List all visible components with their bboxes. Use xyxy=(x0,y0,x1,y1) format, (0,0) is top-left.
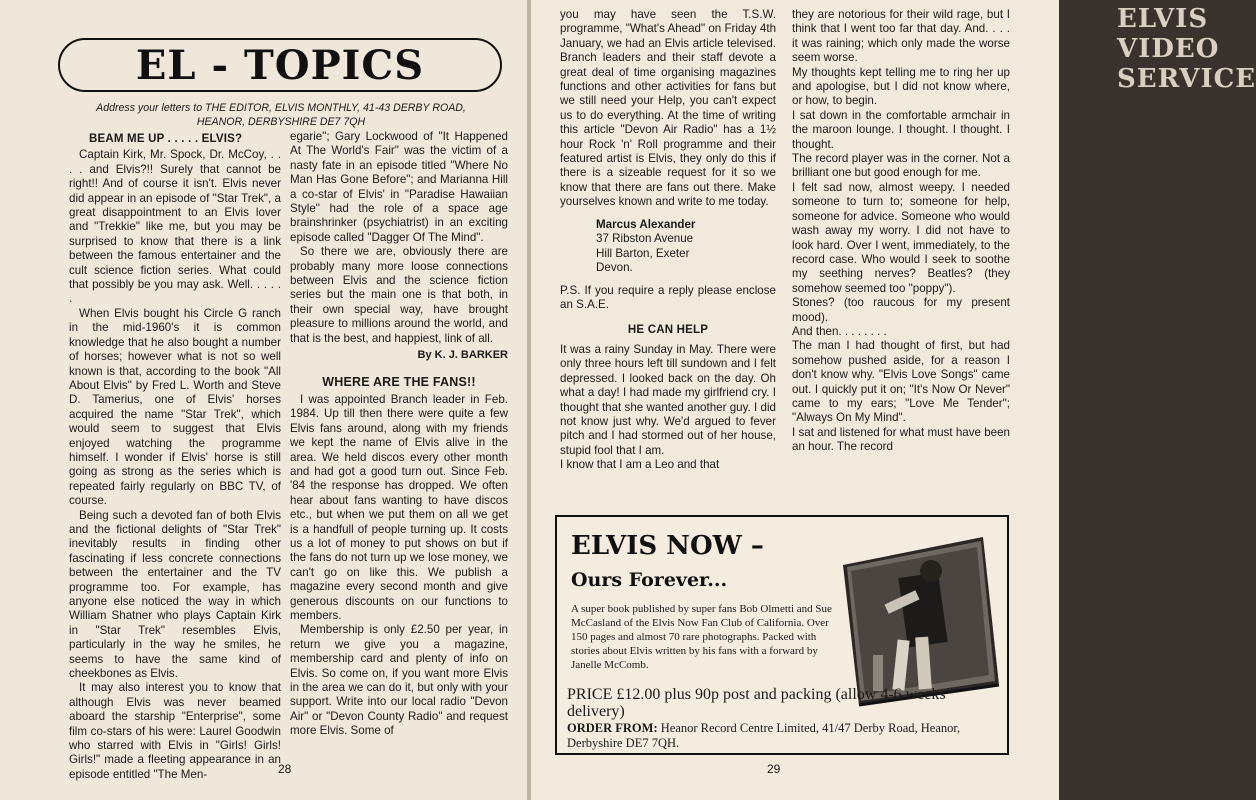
right-page xyxy=(531,0,1256,800)
paragraph: I was appointed Branch leader in Feb. 1984. Up till then there were quite a few Elvis fans around, along with my friends we kept the name of Elvis alive in the area. We held discos every other month and had got a good turn out. Since Feb. '84 the response has dropped. We often hear about fans wanting to have discos etc., but when we put them on all we get is a handfull of people turning up. It costs us a lot of money to put shows on but if the fans do not turn up we lose money, we can't go on like this. We publish a magazine every second month and give generous discounts on our functions to members. xyxy=(290,392,508,622)
ad-order-info xyxy=(567,721,1007,750)
ad-order-address: Heanor Record Centre Limited, 41/47 Derby Road, Heanor, Derbyshire DE7 7QH. xyxy=(567,721,961,750)
ad-headline: ELVIS NOW – xyxy=(571,531,764,561)
postscript: P.S. If you require a reply please enclose an S.A.E. xyxy=(560,283,776,312)
column-4 xyxy=(792,8,1010,455)
paragraph: My thoughts kept telling me to ring her up and apologise, but I did not know where, or how, to begin. xyxy=(792,65,1010,108)
show-through-text: ELVIS VIDEO SERVICE xyxy=(1117,4,1256,94)
paragraph: I sat and listened for what must have been an hour. The record xyxy=(792,425,1010,454)
article-heading-beam-me-up: BEAM ME UP . . . . . ELVIS? xyxy=(89,133,243,145)
signature-address-line: Hill Barton, Exeter xyxy=(596,246,690,260)
paragraph: Membership is only £2.50 per year, in return we give you a magazine, membership card and plenty of info on Elvis. So come on, if you want more Elvis in the area we can do it, but only with your support. Write into our local radio "Devon Air" or "Devon County Radio" and request more Elvis. Some of xyxy=(290,623,508,738)
book-cover-photo xyxy=(833,535,1001,705)
paragraph: you may have seen the T.S.W. programme, "What's Ahead" on Friday 4th January, we had an Elvis article televised. Branch leaders and their staff devote a great deal of time organising magazines functions and other activities for fans but we still need your Help, you can't expect us to do everything. At the time of writing this article "Devon Air Radio" has a 1½ hour Rock 'n' Roll programme and their featured artist is Elvis, they only do this if there is a sizeable request for it so we know that there are fans out there. Make yourselves known and write to me today. xyxy=(560,8,777,209)
section-title-banner xyxy=(58,38,502,92)
book-advertisement xyxy=(555,515,1009,755)
signature-name: Marcus Alexander xyxy=(596,217,696,231)
letter-signature xyxy=(560,218,776,276)
author-byline: By K. J. BARKER xyxy=(417,349,508,362)
page-number-right: 29 xyxy=(767,762,781,776)
paragraph: And then. . . . . . . . xyxy=(792,324,887,338)
paragraph: It may also interest you to know that although Elvis was never beamed aboard the starship "Enterprise", some film co-stars of his were: Laurel Goodwin who starred with Elvis in "Girls! Girls! Girls!" made a fleeting appearance in an episode entitled "The Men- xyxy=(69,681,281,781)
paragraph: they are notorious for their wild rage, but I think that I went too far that day. And. . . . it was raining; which only made the worse seem worse. xyxy=(792,8,1010,65)
paragraph: egarie"; Gary Lockwood of "It Happened At The World's Fair" was the victim of a nasty fate in an episode titled "Where No Man Has Gone Before"; and Marianna Hill a co-star of Elvis' in "Paradise Hawaiian Style" had the role of a space age brainshrinker (psychiatrist) in an exciting episode called "Dagger Of The Mind". xyxy=(290,130,508,244)
paragraph: I know that I am a Leo and that xyxy=(560,458,720,472)
column-2 xyxy=(290,130,508,739)
ad-price: PRICE £12.00 plus 90p post and packing (allow 4-6 weeks delivery) xyxy=(567,686,946,720)
article-heading-where-are-the-fans: WHERE ARE THE FANS!! xyxy=(322,374,476,389)
paragraph: So there we are, obviously there are probably many more loose connections between Elvis and the science fiction series but the main one is that both, in their own special way, have brought pleasure to millions around the world, and that is the best, and happiest, link of all. xyxy=(290,245,508,345)
ad-order-label: ORDER FROM: xyxy=(567,721,658,735)
letters-address: Address your letters to THE EDITOR, ELVIS MONTHLY, 41-43 DERBY ROAD, HEANOR, DERBYSHIRE DE7 7QH xyxy=(96,102,466,128)
paragraph: I felt sad now, almost weepy. I needed someone to turn to; someone for help, someone for advice. Someone who would wash away my worry. I did not have to look hard. Over I went, immediately, to the record case. Who would I seek to soothe my seething nerves? Beatles? (they somehow seemed too "poppy"). xyxy=(792,180,1010,295)
paragraph: When Elvis bought his Circle G ranch in the mid-1960's it is common knowledge that he also bought a number of horses; however what is not so well known is that, according to the book "All About Elvis" by Fred L. Worth and Steve D. Tamerius, one of Elvis' horses acquired the name "Star Trek", which would seem to suggest that Elvis enjoyed watching the programme himself. I wonder if Elvis' horse is still going as strong as the series which is repeated fairly regularly on BBC TV, of course. xyxy=(69,306,281,508)
paragraph: It was a rainy Sunday in May. There were only three hours left till sundown and I felt depressed. I looked back on the day. Oh what a day! I had made my girlfriend cry. I thought that she wanted another guy. I did not know just why. We'd argued to fever pitch and I had stormed out of her house, stupid fool that I am. xyxy=(560,342,776,457)
page-number-left: 28 xyxy=(278,762,292,776)
article-heading-he-can-help: HE CAN HELP xyxy=(627,323,709,336)
signature-address-line: 37 Ribston Avenue xyxy=(596,232,694,246)
left-page xyxy=(0,0,527,800)
ad-description: A super book published by super fans Bob Olmetti and Sue McCasland of the Elvis Now Fan Club of California. Over 150 pages and almost 70 rare photographs. Packed with stories about Elvis written by his fans with a forward by Janelle McComb. xyxy=(571,603,832,671)
signature-address-line: Devon. xyxy=(596,261,633,275)
paragraph: Captain Kirk, Mr. Spock, Dr. McCoy, . . . . and Elvis?!! Surely that cannot be right!! And of course it isn't. Elvis never did appear in an episode of "Star Trek", a great disappointment to an Elvis lover and "Trekkie" like me, but you may be surprised to know that there is a link between the famous entertainer and the cult science fiction series. What could that possibly be you may ask. Well. . . . . . xyxy=(69,148,281,306)
paragraph: Stones? (too raucous for my present mood). xyxy=(792,296,1010,324)
paragraph: The man I had thought of first, but had somehow pushed aside, for a reason I don't know why. "Elvis Love Songs" came out. I quickly put it on; "It's Now Or Never" came to my ears; "Love Me Tender"; "Always On My Mind". xyxy=(792,339,1010,425)
section-title: EL - TOPICS xyxy=(135,41,425,89)
paragraph: The record player was in the corner. Not a brilliant one but good enough for me. xyxy=(792,152,1010,180)
ad-subheadline: Ours Forever... xyxy=(571,569,728,591)
column-3 xyxy=(560,8,776,473)
paragraph: I sat down in the comfortable armchair in the maroon lounge. I thought. I thought. I thought. xyxy=(792,108,1010,151)
column-1 xyxy=(69,130,281,782)
paragraph: Being such a devoted fan of both Elvis and the fictional delights of "Star Trek" inevitably results in finding other fascinating if less concrete connections between the entertainer and the TV programme too. For example, has anyone else noticed the way in which William Shatner who plays Captain Kirk in "Star Trek" resembles Elvis, particularly in the way he smiles, he seems to have the same kind of cheekbones as Elvis. xyxy=(69,508,281,681)
